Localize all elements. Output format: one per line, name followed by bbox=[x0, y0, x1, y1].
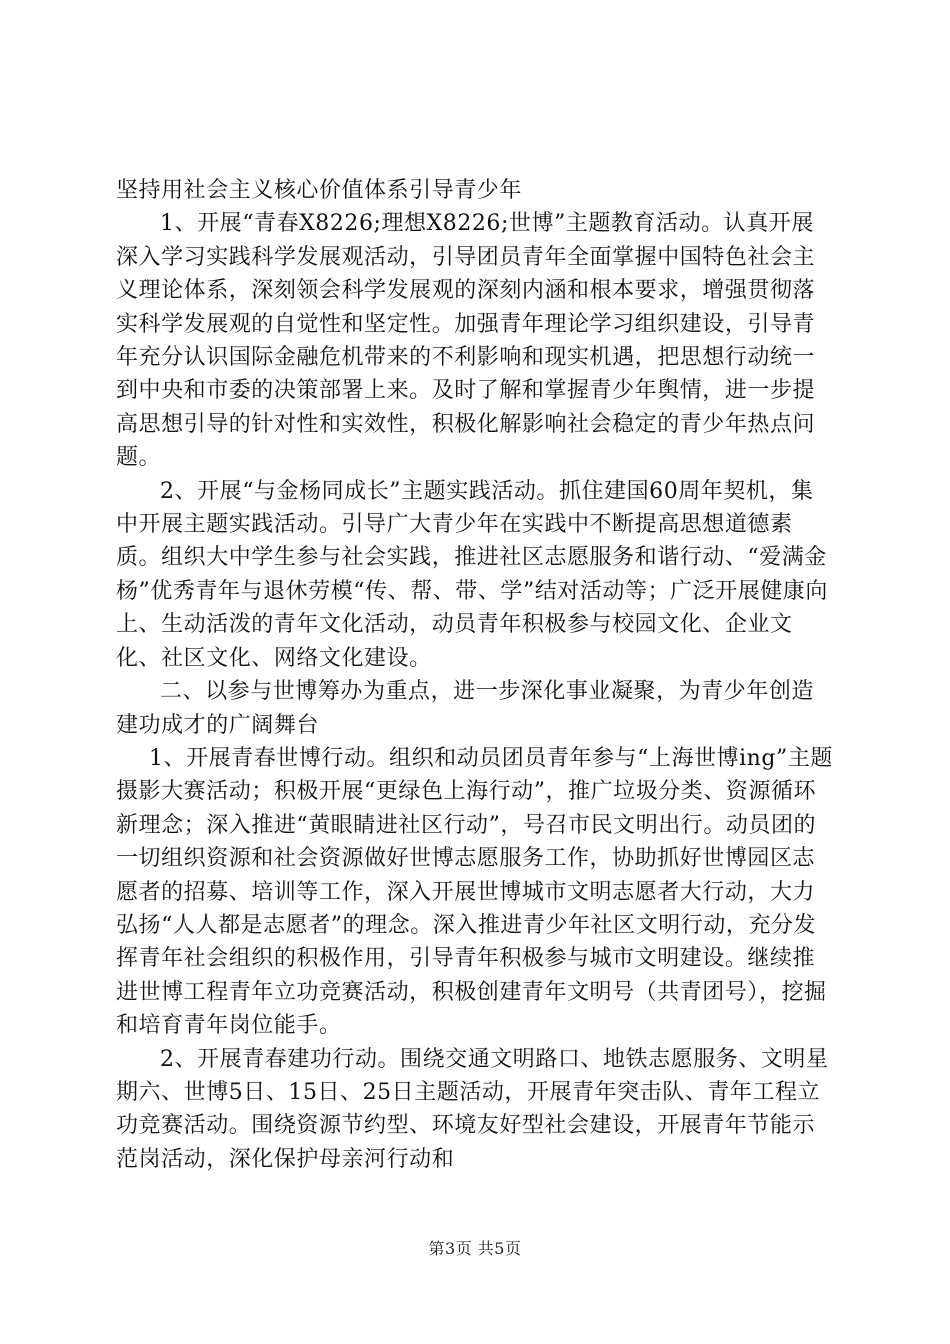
section-heading: 坚持用社会主义核心价值体系引导青少年 bbox=[116, 178, 522, 203]
section-heading-2: 二、以参与世博筹办为重点，进一步深化事业凝聚，为青少年创造建功成才的广阔舞台 bbox=[116, 679, 814, 738]
paragraph-item-2: 2、开展“与金杨同成长”主题实践活动。抓住建国60周年契机，集中开展主题实践活动。引导广大青少年在实践中不断提高思想道德素质。组织大中学生参与社会实践，推进社区志愿服务和谐行动、“爱满金杨”优秀青年与退休劳模“传、帮、带、学”结对活动等；广泛开展健康向上、生动活泼的青年文化活动，动员青年积极参与校园文化、企业文化、社区文化、网络文化建设。 bbox=[116, 478, 828, 671]
paragraph-item-4: 2、开展青春建功行动。围绕交通文明路口、地铁志愿服务、文明星期六、世博5日、15日、25日主题活动，开展青年突击队、青年工程立功竞赛活动。围绕资源节约型、环境友好型社会建设，开展青年节能示范岗活动，深化保护母亲河行动和 bbox=[116, 1046, 829, 1172]
paragraph-item-1: 1、开展“青春X8226;理想X8226;世博”主题教育活动。认真开展深入学习实践科学发展观活动，引导团员青年全面掌握中国特色社会主义理论体系，深刻领会科学发展观的深刻内涵和根本要求，增强贯彻落实科学发展观的自觉性和坚定性。加强青年理论学习组织建设，引导青年充分认识国际金融危机带来的不利影响和现实机遇，把思想行动统一到中央和市委的决策部署上来。及时了解和掌握青少年舆情，进一步提高思想引导的针对性和实效性，积极化解影响社会稳定的青少年热点问题。 bbox=[116, 211, 816, 471]
document-body bbox=[116, 174, 836, 1176]
paragraph-item-3: 1、开展青春世博行动。组织和动员团员青年参与“上海世博ing”主题摄影大赛活动；积极开展“更绿色上海行动”，推广垃圾分类、资源循环新理念；深入推进“黄眼睛进社区行动”，号召市民文明出行。动员团的一切组织资源和社会资源做好世博志愿服务工作，协助抓好世博园区志愿者的招募、培训等工作，深入开展世博城市文明志愿者大行动，大力弘扬“人人都是志愿者”的理念。深入推进青少年社区文明行动，充分发挥青年社会组织的积极作用，引导青年积极参与城市文明建设。继续推进世博工程青年立功竞赛活动，积极创建青年文明号（共青团号），挖掘和培育青年岗位能手。 bbox=[116, 745, 833, 1039]
page-number-footer: 第3页 共5页 bbox=[428, 1239, 522, 1258]
